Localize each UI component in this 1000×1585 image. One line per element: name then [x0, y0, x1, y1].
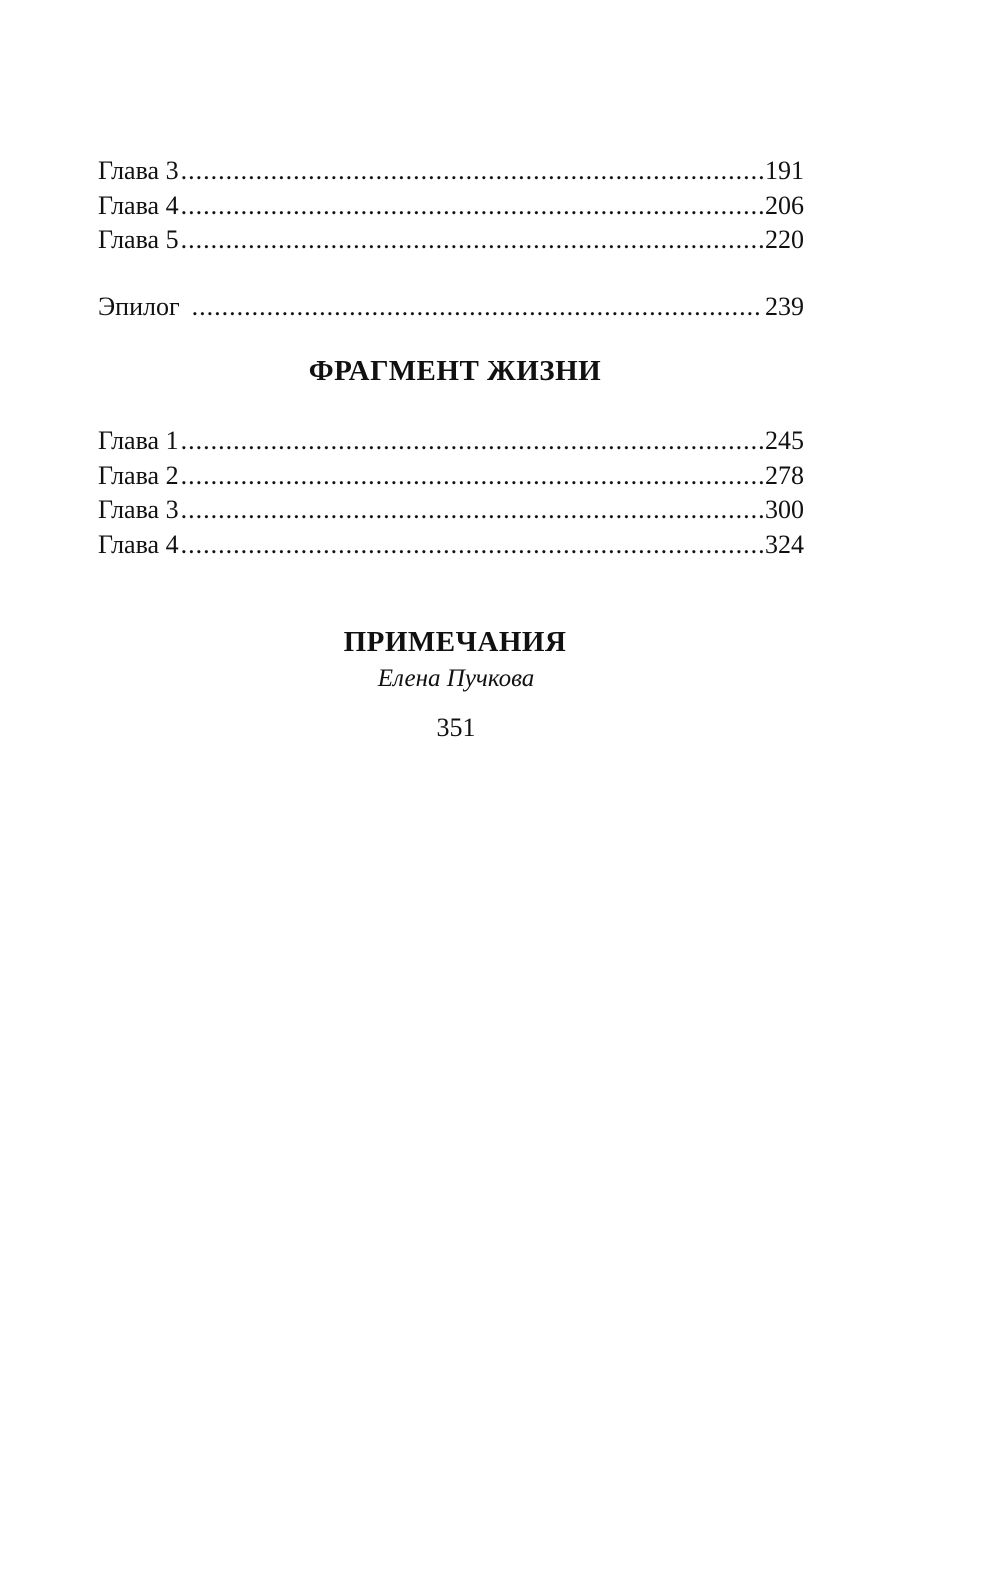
- toc-entry-page: 220: [765, 225, 804, 254]
- toc-entry-page: 278: [765, 460, 804, 490]
- toc-entry-label: Глава 2: [98, 460, 179, 490]
- toc-entry[interactable]: [98, 424, 804, 459]
- toc-entry-page: 239: [765, 292, 804, 321]
- dot-leader: [181, 223, 763, 258]
- toc-entry[interactable]: [98, 459, 804, 494]
- toc-entry-page: 324: [765, 529, 804, 559]
- section-page-notes[interactable]: 351: [436, 713, 476, 742]
- dot-leader: [192, 290, 763, 325]
- toc-entry-label: Глава 4: [98, 529, 179, 559]
- toc-entry-label: Глава 4: [98, 190, 179, 220]
- toc-entry[interactable]: [98, 189, 804, 224]
- dot-leader: [181, 424, 763, 459]
- section-author-notes: Елена Пучкова: [377, 665, 535, 692]
- toc-entry-page: 300: [765, 495, 804, 524]
- toc-entry-label: Глава 1: [98, 426, 179, 455]
- toc-entry[interactable]: [98, 154, 804, 189]
- section-title-notes: ПРИМЕЧАНИЯ: [343, 626, 567, 658]
- toc-entry-label: Глава 3: [98, 495, 179, 524]
- toc-entry[interactable]: [98, 493, 804, 528]
- toc-list-fragment: [98, 424, 804, 562]
- toc-epilogue: [98, 290, 804, 325]
- toc-entry-page: 206: [765, 190, 804, 220]
- toc-entry-page: 245: [765, 426, 804, 455]
- toc-entry-label: Глава 3: [98, 156, 179, 185]
- dot-leader: [181, 189, 763, 224]
- section-title-fragment: ФРАГМЕНТ ЖИЗНИ: [308, 355, 602, 387]
- toc-entry[interactable]: [98, 528, 804, 563]
- toc-entry-epilogue[interactable]: [98, 290, 804, 325]
- dot-leader: [181, 459, 763, 494]
- toc-entry-label: Эпилог: [98, 292, 180, 321]
- dot-leader: [181, 154, 763, 189]
- toc-entry-label: Глава 5: [98, 225, 179, 254]
- toc-entry[interactable]: [98, 223, 804, 258]
- toc-entry-page: 191: [765, 156, 804, 185]
- dot-leader: [181, 493, 763, 528]
- dot-leader: [181, 528, 763, 563]
- toc-list-top: [98, 154, 804, 258]
